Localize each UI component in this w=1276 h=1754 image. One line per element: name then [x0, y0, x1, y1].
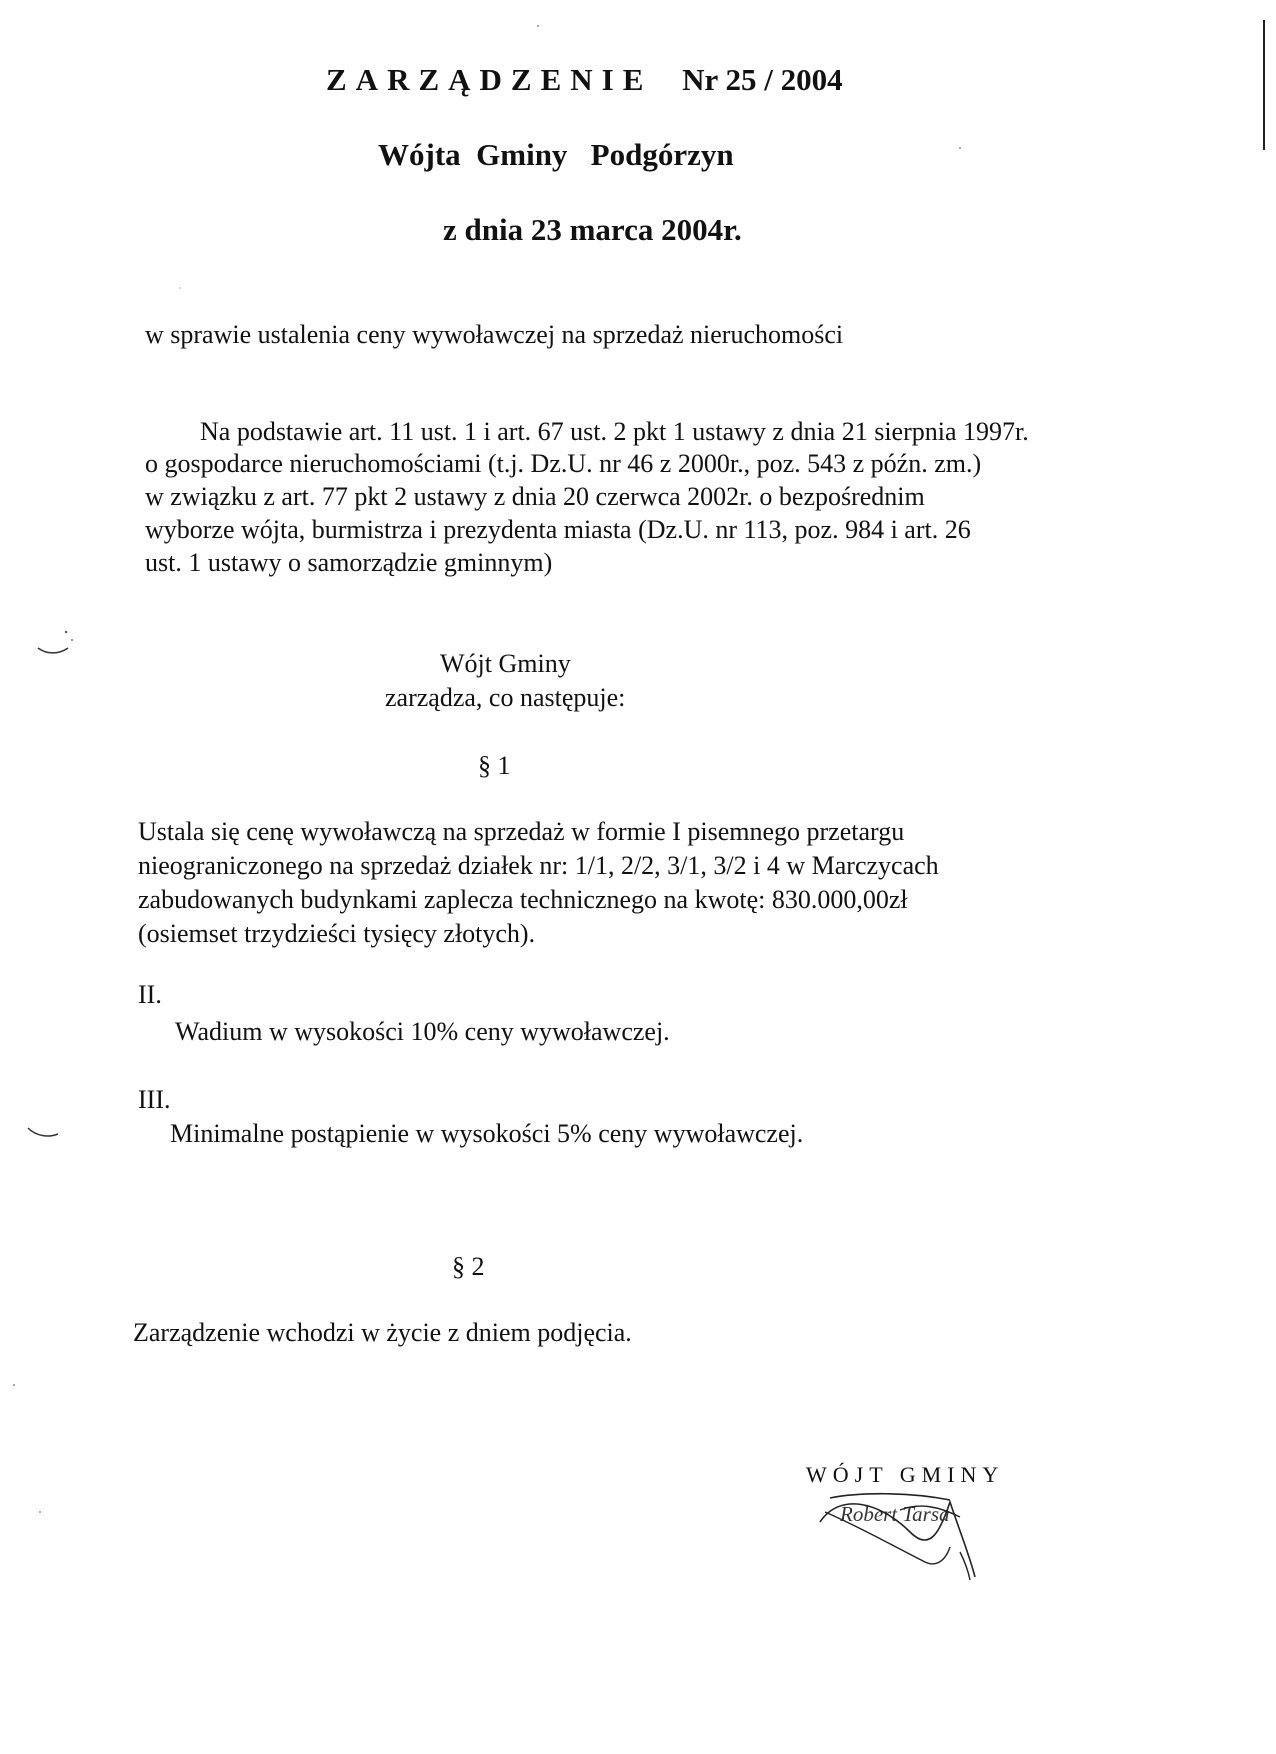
legal-basis-line: o gospodarce nieruchomościami (t.j. Dz.U. nr 46 z 2000r., poz. 543 z późn. zm.): [145, 449, 982, 478]
subject-line: w sprawie ustalenia ceny wywoławczej na sprzedaż nieruchomości: [145, 320, 844, 349]
decree-intro-line1: Wójt Gminy: [440, 649, 571, 678]
signature-stamp-title: WÓJT GMINY: [806, 1462, 1005, 1487]
section-2-text: Zarządzenie wchodzi w życie z dniem podjęcia.: [133, 1318, 632, 1347]
point-3-text: Minimalne postąpienie w wysokości 5% ceny wywoławczej.: [170, 1119, 804, 1148]
section-1-paragraph-line: zabudowanych budynkami zaplecza technicznego na kwotę: 830.000,00zł: [138, 885, 908, 914]
legal-basis-line: ust. 1 ustawy o samorządzie gminnym): [145, 548, 553, 577]
handwritten-signature: [800, 1462, 1060, 1582]
document-title: [326, 62, 843, 98]
decree-intro-line2: zarządza, co następuje:: [385, 683, 626, 712]
issuer-line: Wójta Gminy Podgórzyn: [378, 137, 734, 172]
section-1-paragraph-line: (osiemset trzydzieści tysięcy złotych).: [138, 919, 536, 948]
point-3-label: III.: [138, 1085, 171, 1114]
signature-block: [800, 1462, 1060, 1582]
legal-basis-line: Na podstawie art. 11 ust. 1 i art. 67 ust. 2 pkt 1 ustawy z dnia 21 sierpnia 1997r.: [200, 417, 1029, 446]
legal-basis-line: wyborze wójta, burmistrza i prezydenta miasta (Dz.U. nr 113, poz. 984 i art. 26: [145, 515, 971, 544]
date-line: z dnia 23 marca 2004r.: [443, 212, 742, 247]
signature-printed-name: Robert Tarsa: [840, 1502, 950, 1526]
section-1-heading: § 1: [478, 751, 511, 780]
section-1-paragraph-line: Ustala się cenę wywoławczą na sprzedaż w formie I pisemnego przetargu: [138, 817, 905, 846]
point-2-text: Wadium w wysokości 10% ceny wywoławczej.: [175, 1017, 670, 1046]
title-word: ZARZĄDZENIE: [326, 62, 653, 97]
title-number: Nr 25 / 2004: [682, 62, 843, 97]
section-1-paragraph-line: nieograniczonego na sprzedaż działek nr: 1/1, 2/2, 3/1, 3/2 i 4 w Marczycach: [138, 851, 939, 880]
section-2-heading: § 2: [452, 1252, 485, 1281]
legal-basis-line: w związku z art. 77 pkt 2 ustawy z dnia 20 czerwca 2002r. o bezpośrednim: [145, 482, 925, 511]
point-2-label: II.: [138, 980, 162, 1009]
